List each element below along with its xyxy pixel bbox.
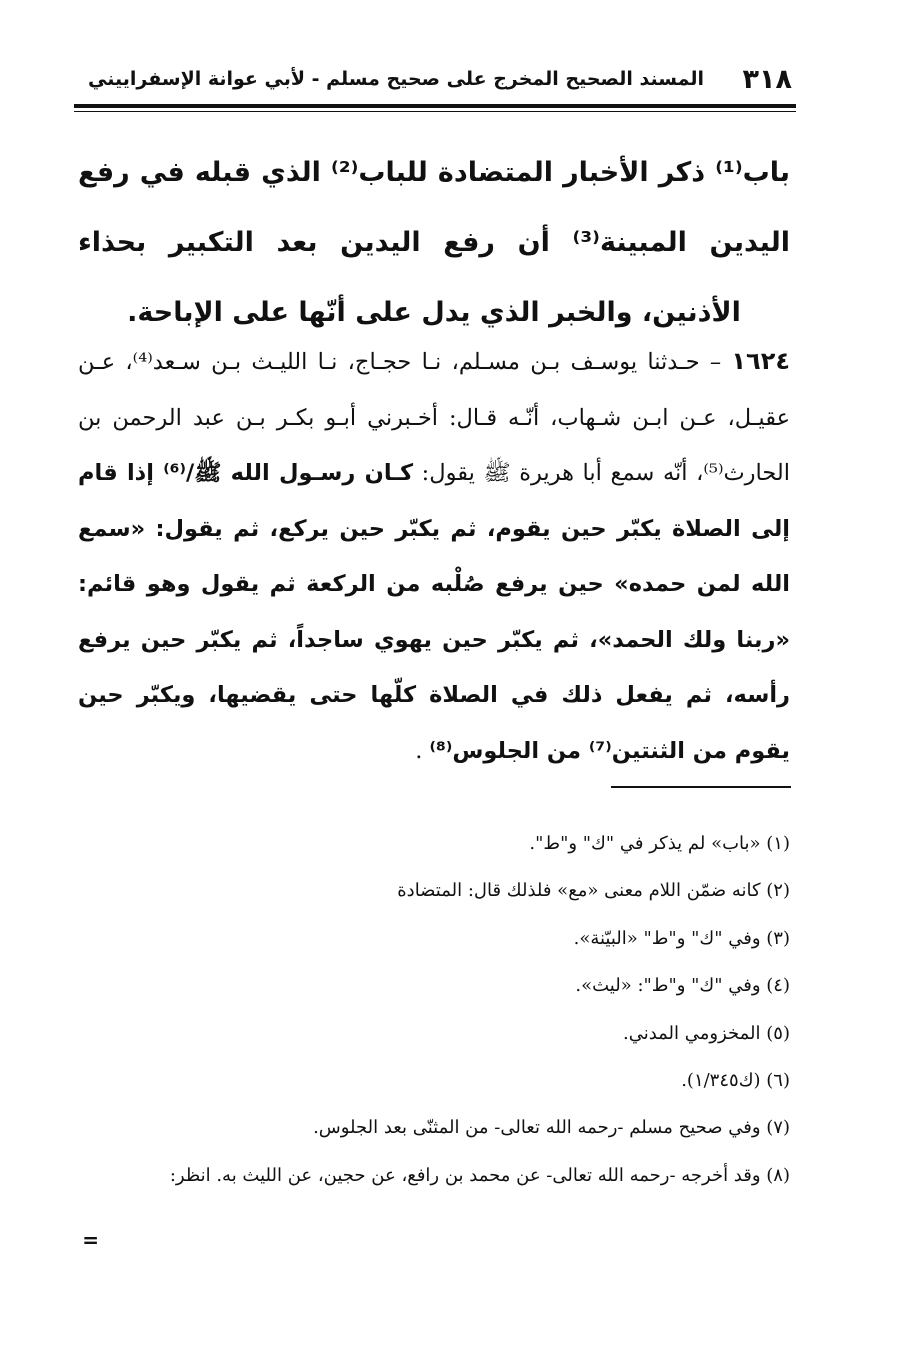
footnote-item: (٨) وقد أخرجه -رحمه الله تعالى- عن محمد بن رافع، عن حجين، عن الليث به. انظر:: [169, 1164, 790, 1186]
header-rule-thin: [74, 111, 796, 112]
footnote-item: (٧) وفي صحيح مسلم -رحمه الله تعالى- من المثنّى بعد الجلوس.: [313, 1117, 790, 1139]
page-header: [76, 62, 794, 102]
footnote-item: (٦) (ك١/٣٤٥).: [681, 1069, 790, 1091]
hadith-isnad: – حـدثنا يوسـف بـن مسـلم، نـا حجـاج، نـا الليـث بـن سـعد⁽⁴⁾، عـن عقيـل، عـن ابـن شـهاب، أنّـه قـال: أخـبرني أبـو بكـر بـن عبد الرحمن بن الحارث⁽⁵⁾، أنّه سمع أبا هريرة ﷺ يقول:: [78, 349, 790, 486]
hadith-end: .: [415, 737, 423, 764]
footnote-item: (٤) وفي "ك" و"ط": «ليث».: [575, 975, 790, 997]
footnotes: [78, 820, 790, 1199]
hadith-matn: كـان رسـول الله ﷺ/⁽⁶⁾ إذا قام إلى الصلاة يكبّر حين يقوم، ثم يكبّر حين يركع، ثم يقول: «سمع الله لمن حمده» حين يرفع صُلْبه من الركعة ثم يقول وهو قائم: «ربنا ولك الحمد»، ثم يكبّر حين يهوي ساجداً، ثم يكبّر حين يرفع رأسه، ثم يفعل ذلك في الصلاة كلّها حتى يقضيها، ويكبّر حين يقوم من الثنتين⁽⁷⁾ من الجلوس⁽⁸⁾: [78, 460, 790, 764]
footnote-item: (٢) كانه ضمّن اللام معنى «مع» فلذلك قال: المتضادة: [397, 880, 790, 902]
hadith-number: ١٦٢٤: [731, 347, 790, 375]
chapter-title: باب⁽¹⁾ ذكر الأخبار المتضادة للباب⁽²⁾ الذي قبله في رفع اليدين المبينة⁽³⁾ أن رفع اليدين بعد التكبير بحذاء الأذنين، والخبر الذي يدل على أنّها على الإباحة.: [78, 157, 790, 328]
page-number: ٣١٨: [742, 64, 792, 95]
footnote-item: (٥) المخزومي المدني.: [622, 1022, 790, 1044]
footnote-separator: [611, 786, 791, 788]
header-rule-thick: [74, 104, 796, 108]
footnote-item: (٣) وفي "ك" و"ط" «البيّنة».: [573, 927, 790, 949]
running-title: المسند الصحيح المخرج على صحيح مسلم - لأبي عوانة الإسفراييني: [88, 68, 704, 90]
footnote-item: (١) «باب» لم يذكر في "ك" و"ط".: [529, 833, 790, 854]
continuation-mark: =: [82, 1228, 99, 1252]
hadith-text: [78, 334, 790, 779]
